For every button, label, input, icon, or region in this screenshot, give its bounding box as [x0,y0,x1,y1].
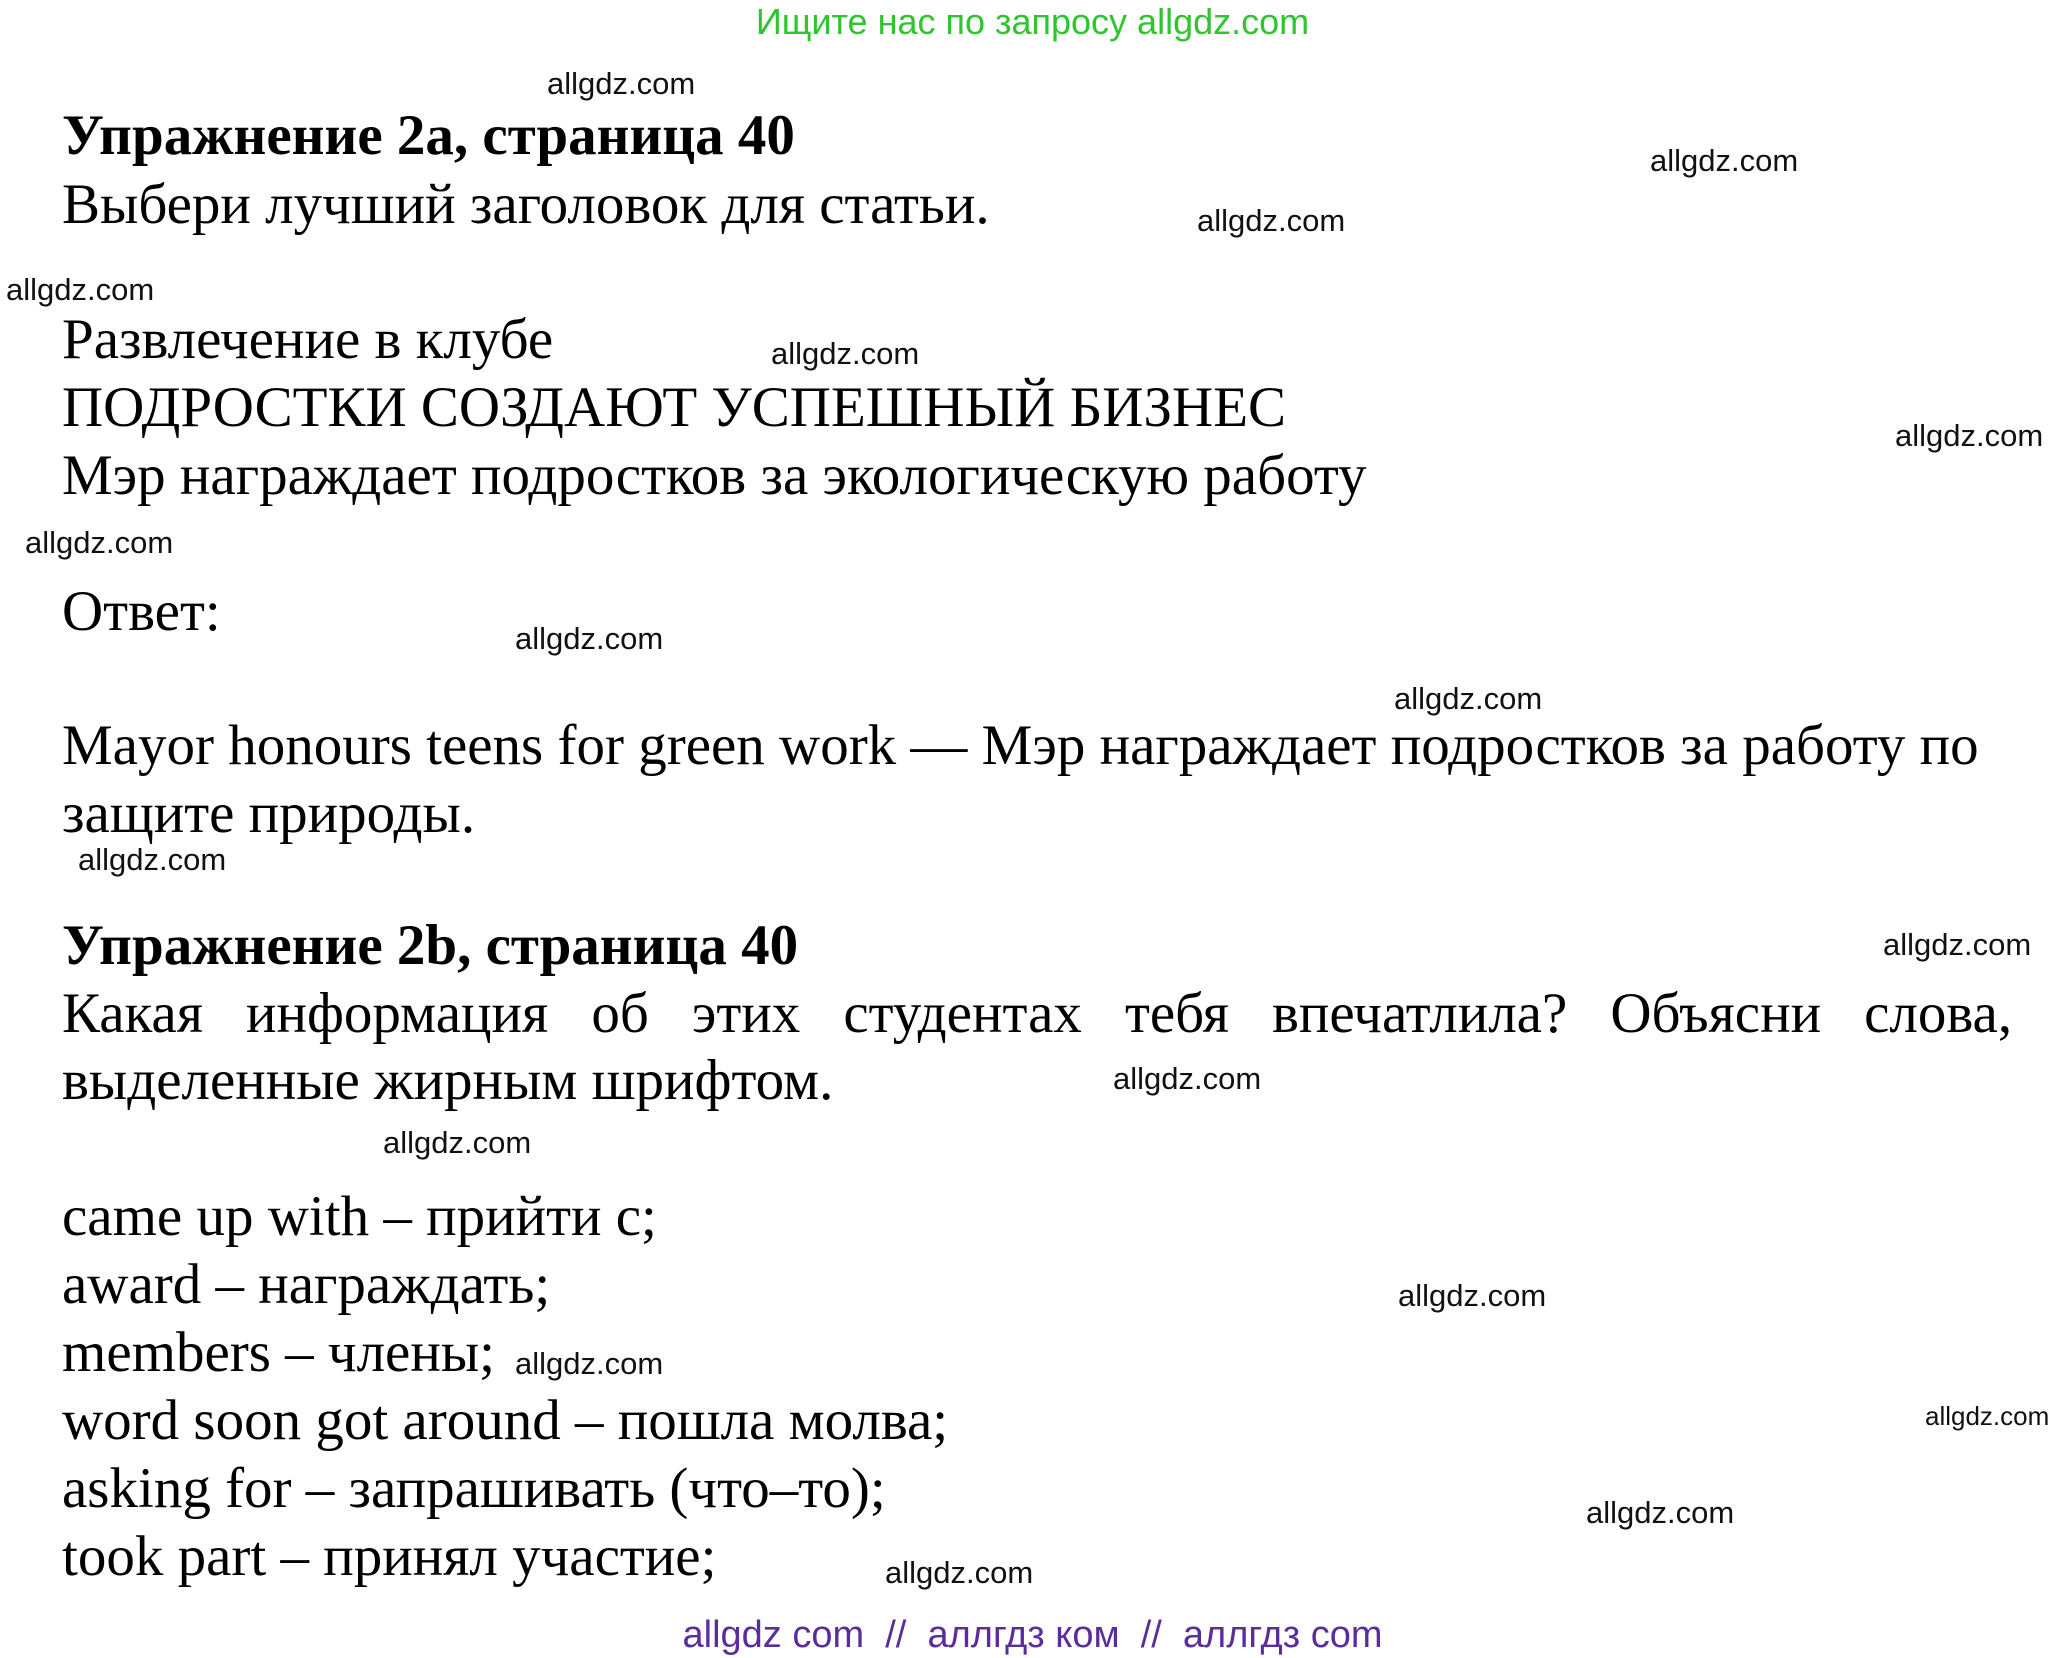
task-word: об [591,982,649,1045]
watermark: allgdz.com [1398,1278,1547,1313]
vocab-item: came up with – прийти с; [62,1185,657,1248]
watermark: allgdz.com [6,272,155,307]
vocab-item: award – награждать; [62,1253,551,1316]
vocab-item: members – члены; [62,1321,495,1384]
watermark: allgdz.com [383,1125,532,1160]
task-word: тебя [1124,982,1229,1045]
watermark: allgdz.com [25,525,174,560]
answer-text-line-1: Mayor honours teens for green work — Мэр награждает подростков за работу по [62,714,1979,777]
watermark: allgdz.com [78,842,227,877]
watermark: allgdz.com [771,336,920,371]
task-word: студентах [843,982,1082,1045]
watermark: allgdz.com [1895,418,2044,453]
headline-option-1: Развлечение в клубе [62,308,554,371]
task-word: этих [691,982,801,1045]
headline-option-2: ПОДРОСТКИ СОЗДАЮТ УСПЕШНЫЙ БИЗНЕС [62,376,1287,439]
exercise-2b-task-line-2: выделенные жирным шрифтом. [62,1049,834,1112]
answer-label: Ответ: [62,580,221,643]
watermark: allgdz.com [1586,1495,1735,1530]
task-word: Объясни [1610,982,1822,1045]
watermark: allgdz.com [1650,143,1799,178]
answer-text-line-2: защите природы. [62,782,476,845]
exercise-2a-heading: Упражнение 2a, страница 40 [62,104,795,167]
watermark: allgdz.com [1925,1401,2050,1431]
headline-option-3: Мэр награждает подростков за экологическую работу [62,444,1367,507]
vocab-item: took part – принял участие; [62,1525,717,1588]
watermark: allgdz.com [1394,681,1543,716]
watermark: allgdz.com [885,1555,1034,1590]
vocab-item: asking for – запрашивать (что–то); [62,1457,886,1520]
top-banner: Ищите нас по запросу allgdz.com [755,1,1310,42]
watermark: allgdz.com [515,1346,664,1381]
watermark: allgdz.com [515,621,664,656]
watermark: allgdz.com [1113,1061,1262,1096]
exercise-2b-heading: Упражнение 2b, страница 40 [62,914,799,977]
exercise-2b-task-line-1 [62,980,2012,1048]
vocab-item: word soon got around – пошла молва; [62,1389,949,1452]
task-word: Какая [62,982,203,1045]
exercise-2a-task: Выбери лучший заголовок для статьи. [62,173,990,236]
task-word: слова, [1864,982,2013,1045]
task-word: информация [245,982,549,1045]
watermark: allgdz.com [1197,203,1346,238]
footer-watermark: allgdz com // аллгдз ком // аллгдз com [682,1614,1383,1656]
watermark: allgdz.com [547,66,696,101]
watermark: allgdz.com [1883,927,2032,962]
task-word: впечатлила? [1272,982,1568,1045]
